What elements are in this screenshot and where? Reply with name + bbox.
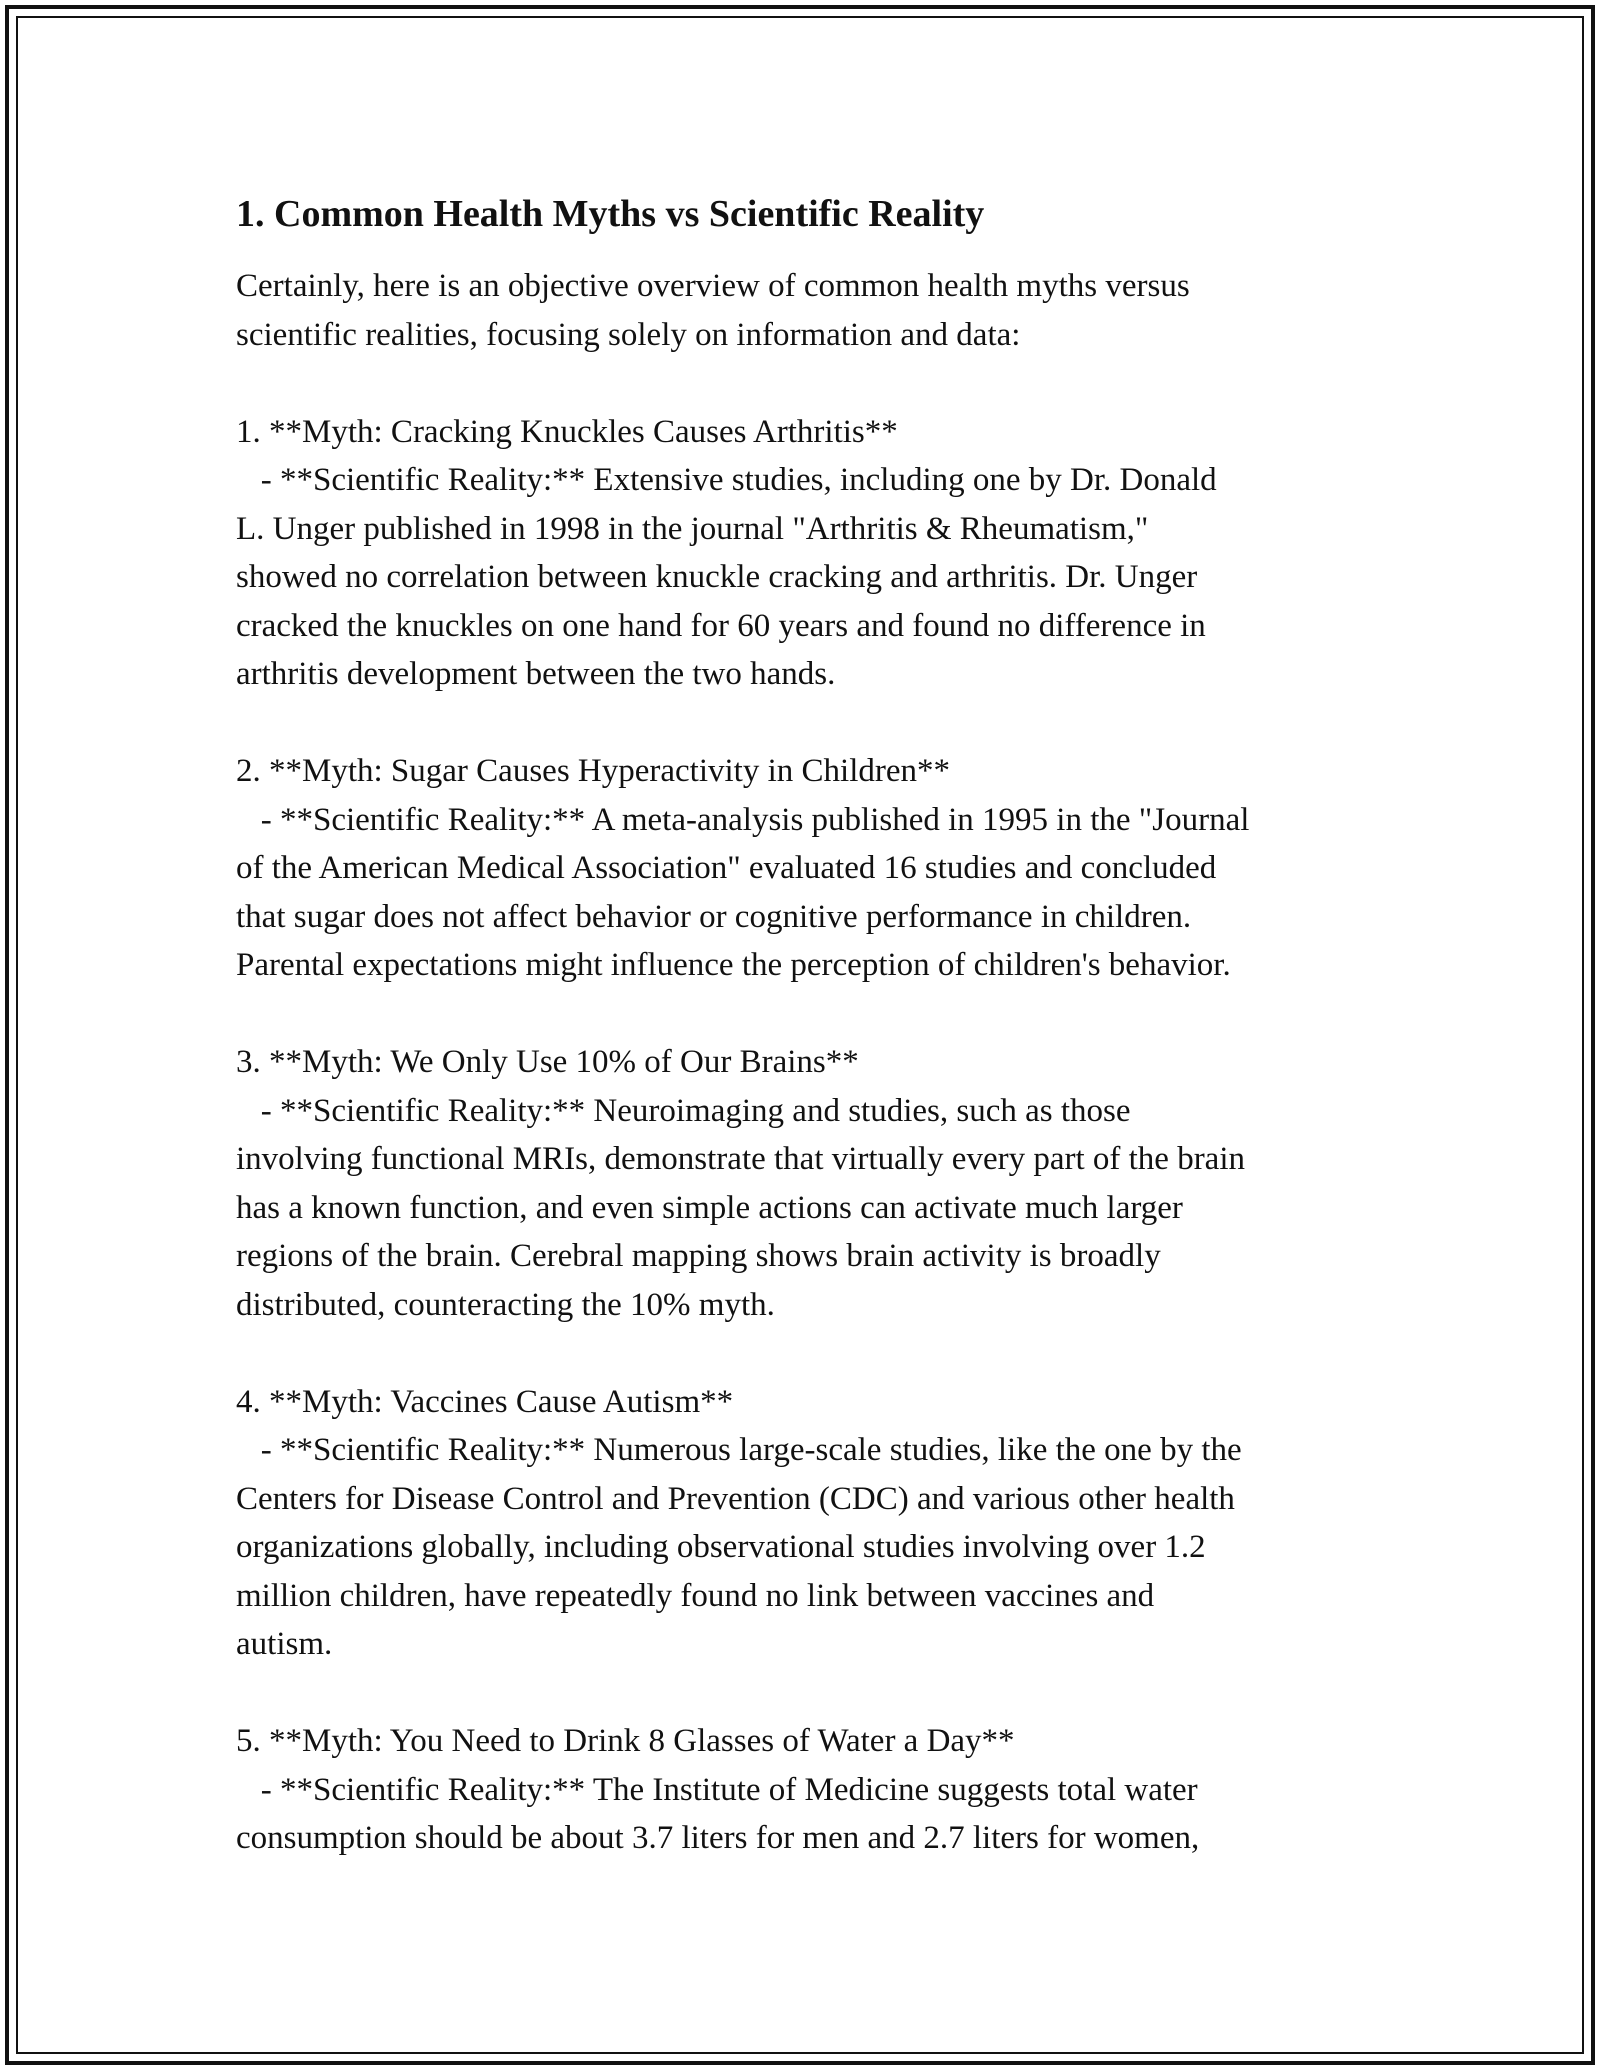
intro-paragraph: Certainly, here is an objective overview of common health myths versus scientific realities, focusing solely on information and data:	[236, 268, 1190, 353]
reality-paragraph: - **Scientific Reality:** The Institute of Medicine suggests total water consumption should be about 3.7 liters for men and 2.7 liters for women,	[236, 1771, 1200, 1856]
spacer	[236, 1669, 1386, 1718]
document-title: 1. Common Health Myths vs Scientific Reality	[236, 193, 985, 235]
myth-heading: 2. **Myth: Sugar Causes Hyperactivity in Children**	[236, 753, 950, 789]
myth-heading: 1. **Myth: Cracking Knuckles Causes Arthritis**	[236, 413, 898, 450]
spacer	[236, 1329, 1386, 1378]
spacer	[236, 359, 1386, 408]
spacer	[236, 990, 1386, 1039]
document-body	[236, 188, 1386, 1863]
reality-paragraph: - **Scientific Reality:** Neuroimaging and studies, such as those involving functional MRIs, demonstrate that virtually every part of the brain has a known function, and even simple actions can activate much larger regions of the brain. Cerebral mapping shows brain activity is broadly distributed, counteracting the 10% myth.	[236, 1092, 1245, 1323]
reality-paragraph: - **Scientific Reality:** Extensive studies, including one by Dr. Donald L. Unger published in 1998 in the journal "Arthritis & Rheumatism," showed no correlation between knuckle cracking and arthritis. Dr. Unger cracked the knuckles on one hand for 60 years and found no difference in arthritis development between the two hands.	[236, 462, 1217, 692]
spacer	[236, 699, 1386, 748]
myth-heading: 3. **Myth: We Only Use 10% of Our Brains**	[236, 1044, 859, 1080]
myth-heading: 4. **Myth: Vaccines Cause Autism**	[236, 1383, 734, 1420]
myth-heading: 5. **Myth: You Need to Drink 8 Glasses of Water a Day**	[236, 1723, 1015, 1759]
reality-paragraph: - **Scientific Reality:** A meta-analysis published in 1995 in the "Journal of the American Medical Association" evaluated 16 studies and concluded that sugar does not affect behavior or cognitive performance in children. Parental expectations might influence the perception of children's behavior.	[236, 801, 1250, 983]
reality-paragraph: - **Scientific Reality:** Numerous large-scale studies, like the one by the Centers for Disease Control and Prevention (CDC) and various other health organizations globally, including observational studies involving over 1.2 million children, have repeatedly found no link between vaccines and autism.	[236, 1432, 1242, 1662]
